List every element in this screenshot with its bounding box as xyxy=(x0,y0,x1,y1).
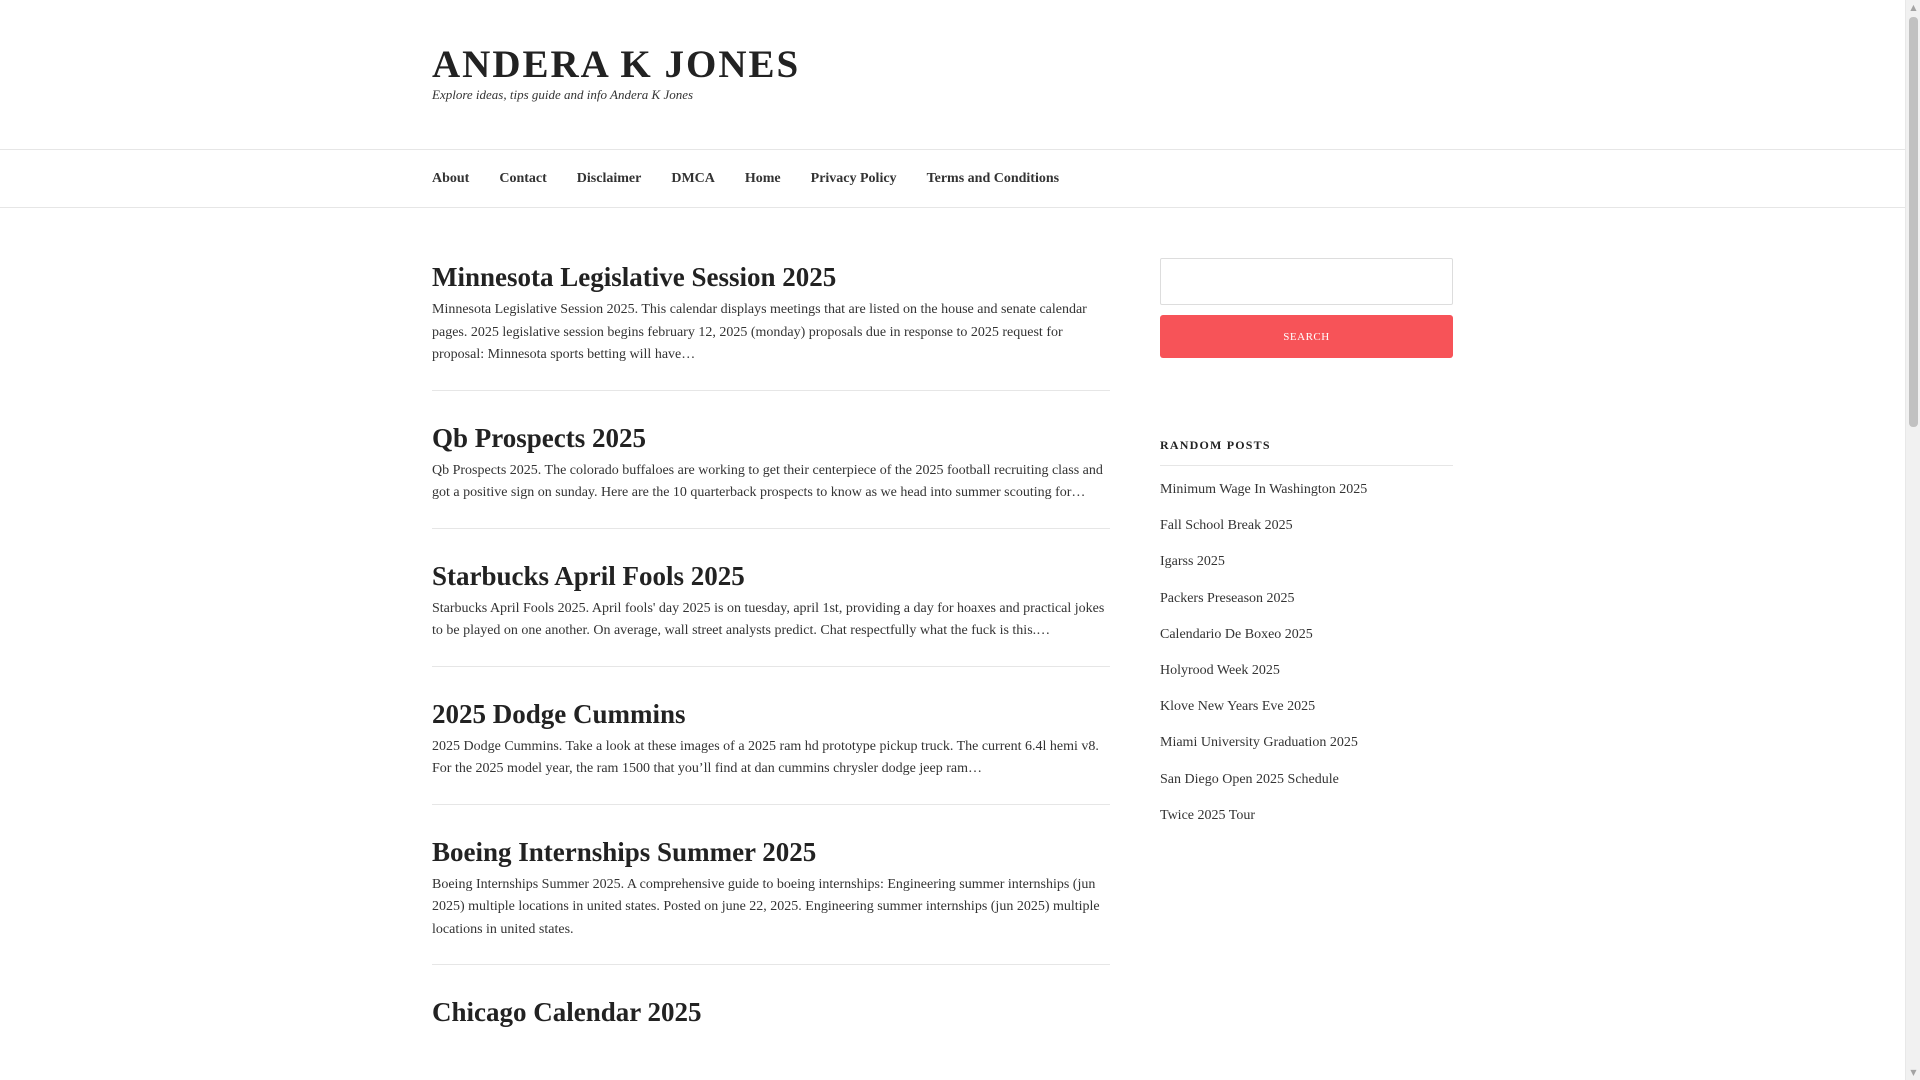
site-header xyxy=(0,0,1905,150)
scroll-down-arrow-icon[interactable]: ▼ xyxy=(1910,1068,1917,1077)
vertical-scrollbar[interactable] xyxy=(1905,0,1920,1080)
random-post-link[interactable]: San Diego Open 2025 Schedule xyxy=(1160,771,1339,787)
search-input[interactable] xyxy=(1160,258,1453,305)
nav-menu xyxy=(432,150,1089,208)
nav-item-about[interactable]: About xyxy=(432,171,470,186)
random-post-link[interactable]: Packers Preseason 2025 xyxy=(1160,590,1295,606)
nav-item-privacy-policy[interactable]: Privacy Policy xyxy=(810,171,897,186)
nav-item-contact[interactable]: Contact xyxy=(499,171,547,186)
random-posts-list xyxy=(1160,472,1453,834)
random-post-link[interactable]: Fall School Break 2025 xyxy=(1160,518,1293,534)
random-post-link[interactable]: Calendario De Boxeo 2025 xyxy=(1160,626,1313,642)
post-title[interactable]: Chicago Calendar 2025 xyxy=(432,997,702,1027)
scroll-up-arrow-icon[interactable]: ▲ xyxy=(1910,3,1917,12)
random-posts-heading: RANDOM POSTS xyxy=(1160,438,1453,466)
post-title[interactable]: Starbucks April Fools 2025 xyxy=(432,560,745,591)
post-item xyxy=(432,529,1110,667)
site-title[interactable]: ANDERA K JONES xyxy=(432,43,801,86)
random-post-link[interactable]: Klove New Years Eve 2025 xyxy=(1160,699,1316,715)
random-post-link[interactable]: Holyrood Week 2025 xyxy=(1160,663,1280,679)
post-title[interactable]: Qb Prospects 2025 xyxy=(432,422,646,453)
post-excerpt: 2025 Dodge Cummins. Take a look at these images of a 2025 ram hd prototype pickup truck. The current 6.4l hemi v8. For the 2025 model year, the ram 1500 that you’ll find at dan cummins chrysler dodge jeep ram… xyxy=(432,738,1099,776)
post-item xyxy=(432,391,1110,529)
nav-item-disclaimer[interactable]: Disclaimer xyxy=(576,171,642,186)
random-post-link[interactable]: Miami University Graduation 2025 xyxy=(1160,735,1358,751)
nav-item-dmca[interactable]: DMCA xyxy=(671,171,715,186)
post-item xyxy=(432,667,1110,805)
random-post-link[interactable]: Minimum Wage In Washington 2025 xyxy=(1160,482,1368,497)
random-post-link[interactable]: Twice 2025 Tour xyxy=(1160,807,1255,823)
post-item xyxy=(432,965,1110,1029)
post-excerpt: Boeing Internships Summer 2025. A comprehensive guide to boeing internships: Engineering summer internships (jun 2025) multiple locations in united states. Posted on june 22, 2025. Engineering summer internships (jun 2025) multiple locations in united states. xyxy=(432,876,1100,937)
post-title[interactable]: Boeing Internships Summer 2025 xyxy=(432,836,817,867)
post-list xyxy=(432,208,1110,1034)
scrollbar-thumb[interactable] xyxy=(1909,17,1918,427)
sidebar xyxy=(1160,258,1453,834)
site-tagline: Explore ideas, tips guide and info Andera K Jones xyxy=(432,87,694,102)
post-excerpt: Minnesota Legislative Session 2025. This calendar displays meetings that are listed on the house and senate calendar pages. 2025 legislative session begins february 12, 2025 (monday) proposals due in response to 2025 request for proposal: Minnesota sports betting will have… xyxy=(432,302,1087,362)
post-excerpt: Qb Prospects 2025. The colorado buffaloes are working to get their centerpiece of the 2025 football recruiting class and got a positive sign on sunday. Here are the 10 quarterback prospects to know as we head into summer scouting for… xyxy=(432,462,1103,500)
nav-item-terms-and-conditions[interactable]: Terms and Conditions xyxy=(926,171,1060,186)
post-item xyxy=(432,208,1110,391)
post-item xyxy=(432,805,1110,966)
main-navigation xyxy=(0,150,1905,208)
post-title[interactable]: Minnesota Legislative Session 2025 xyxy=(432,262,837,292)
random-post-link[interactable]: Igarss 2025 xyxy=(1160,554,1225,570)
nav-item-home[interactable]: Home xyxy=(744,171,781,186)
post-title[interactable]: 2025 Dodge Cummins xyxy=(432,698,686,729)
post-excerpt: Starbucks April Fools 2025. April fools' day 2025 is on tuesday, april 1st, providing a day for hoaxes and practical jokes to be played on one another. On average, wall street analysts predict. Chat respectfully what the fuck is this.… xyxy=(432,600,1105,638)
search-button[interactable]: SEARCH xyxy=(1160,315,1453,358)
